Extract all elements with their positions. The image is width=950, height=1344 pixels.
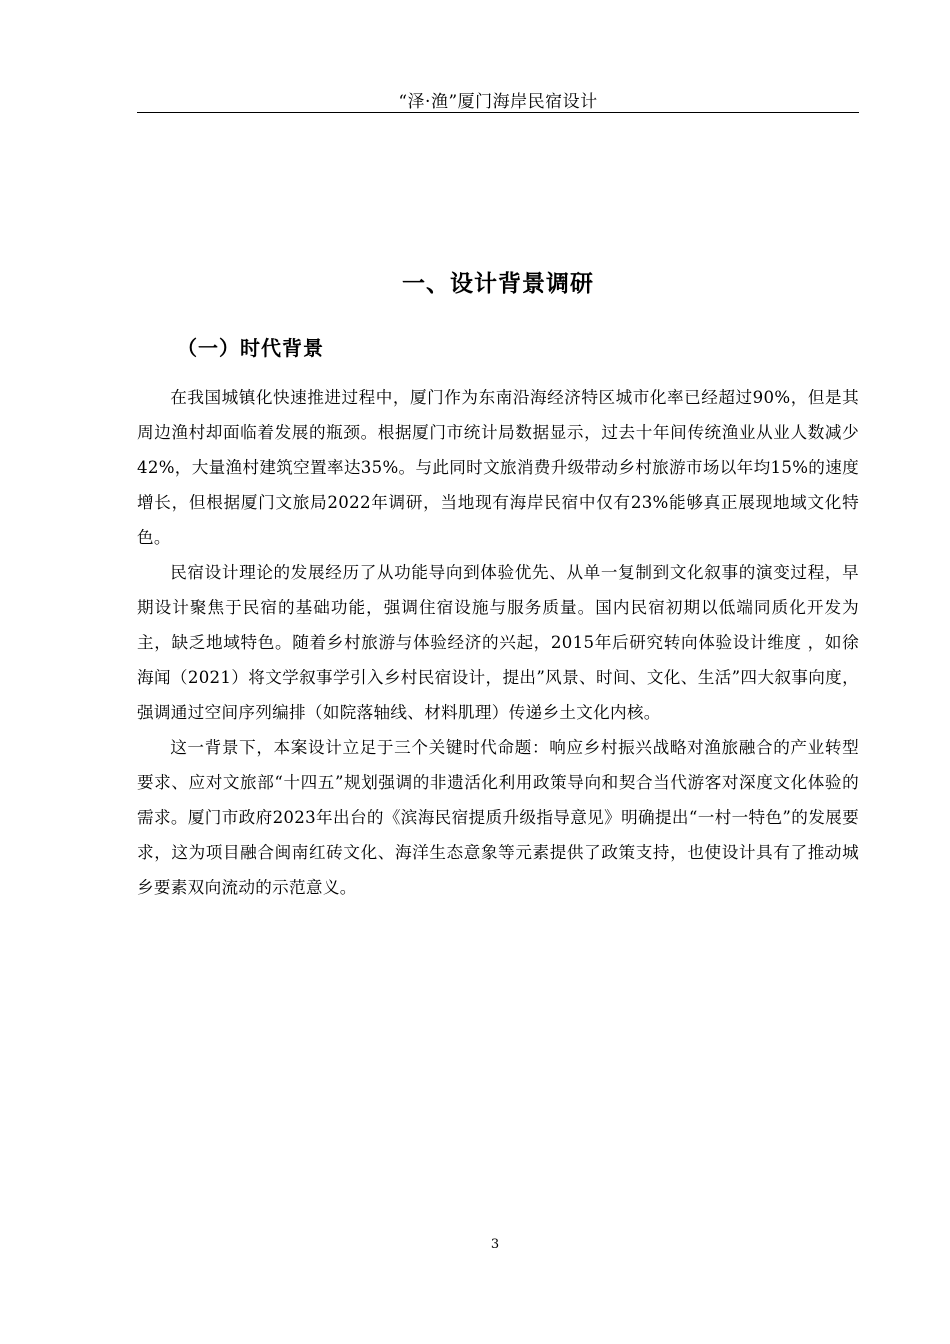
chapter-title: 一、设计背景调研 [402, 271, 594, 297]
paragraph: 这一背景下，本案设计立足于三个关键时代命题：响应乡村振兴战略对渔旅融合的产业转型要求、应对文旅部“十四五”规划强调的非遗活化利用政策导向和契合当代游客对深度文化体验的需求。厦门市政府2023年出台的《滨海民宿提质升级指导意见》明确提出“一村一特色”的发展要求，这为项目融合闽南红砖文化、海洋生态意象等元素提供了政策支持，也使设计具有了推动城乡要素双向流动的示范意义。 [137, 738, 859, 897]
body-text [137, 380, 859, 905]
running-header-title: “泽·渔”厦门海岸民宿设计 [398, 92, 598, 112]
page-number: 3 [490, 1237, 500, 1252]
paragraph: 民宿设计理论的发展经历了从功能导向到体验优先、从单一复制到文化叙事的演变过程，早期设计聚焦于民宿的基础功能，强调住宿设施与服务质量。国内民宿初期以低端同质化开发为主，缺乏地域特色。随着乡村旅游与体验经济的兴起，2015年后研究转向体验设计维度 ，如徐海闻（2021）将文学叙事学引入乡村民宿设计，提出”风景、时间、文化、生活”四大叙事向度，强调通过空间序列编排（如院落轴线、材料肌理）传递乡土文化内核。 [137, 563, 859, 722]
paragraph: 在我国城镇化快速推进过程中，厦门作为东南沿海经济特区城市化率已经超过90%，但是其周边渔村却面临着发展的瓶颈。根据厦门市统计局数据显示，过去十年间传统渔业从业人数减少42%，大量渔村建筑空置率达35%。与此同时文旅消费升级带动乡村旅游市场以年均15%的速度增长，但根据厦门文旅局2022年调研，当地现有海岸民宿中仅有23%能够真正展现地域文化特色。 [137, 388, 859, 547]
section-title: （一）时代背景 [177, 336, 324, 360]
header-divider [137, 112, 859, 113]
